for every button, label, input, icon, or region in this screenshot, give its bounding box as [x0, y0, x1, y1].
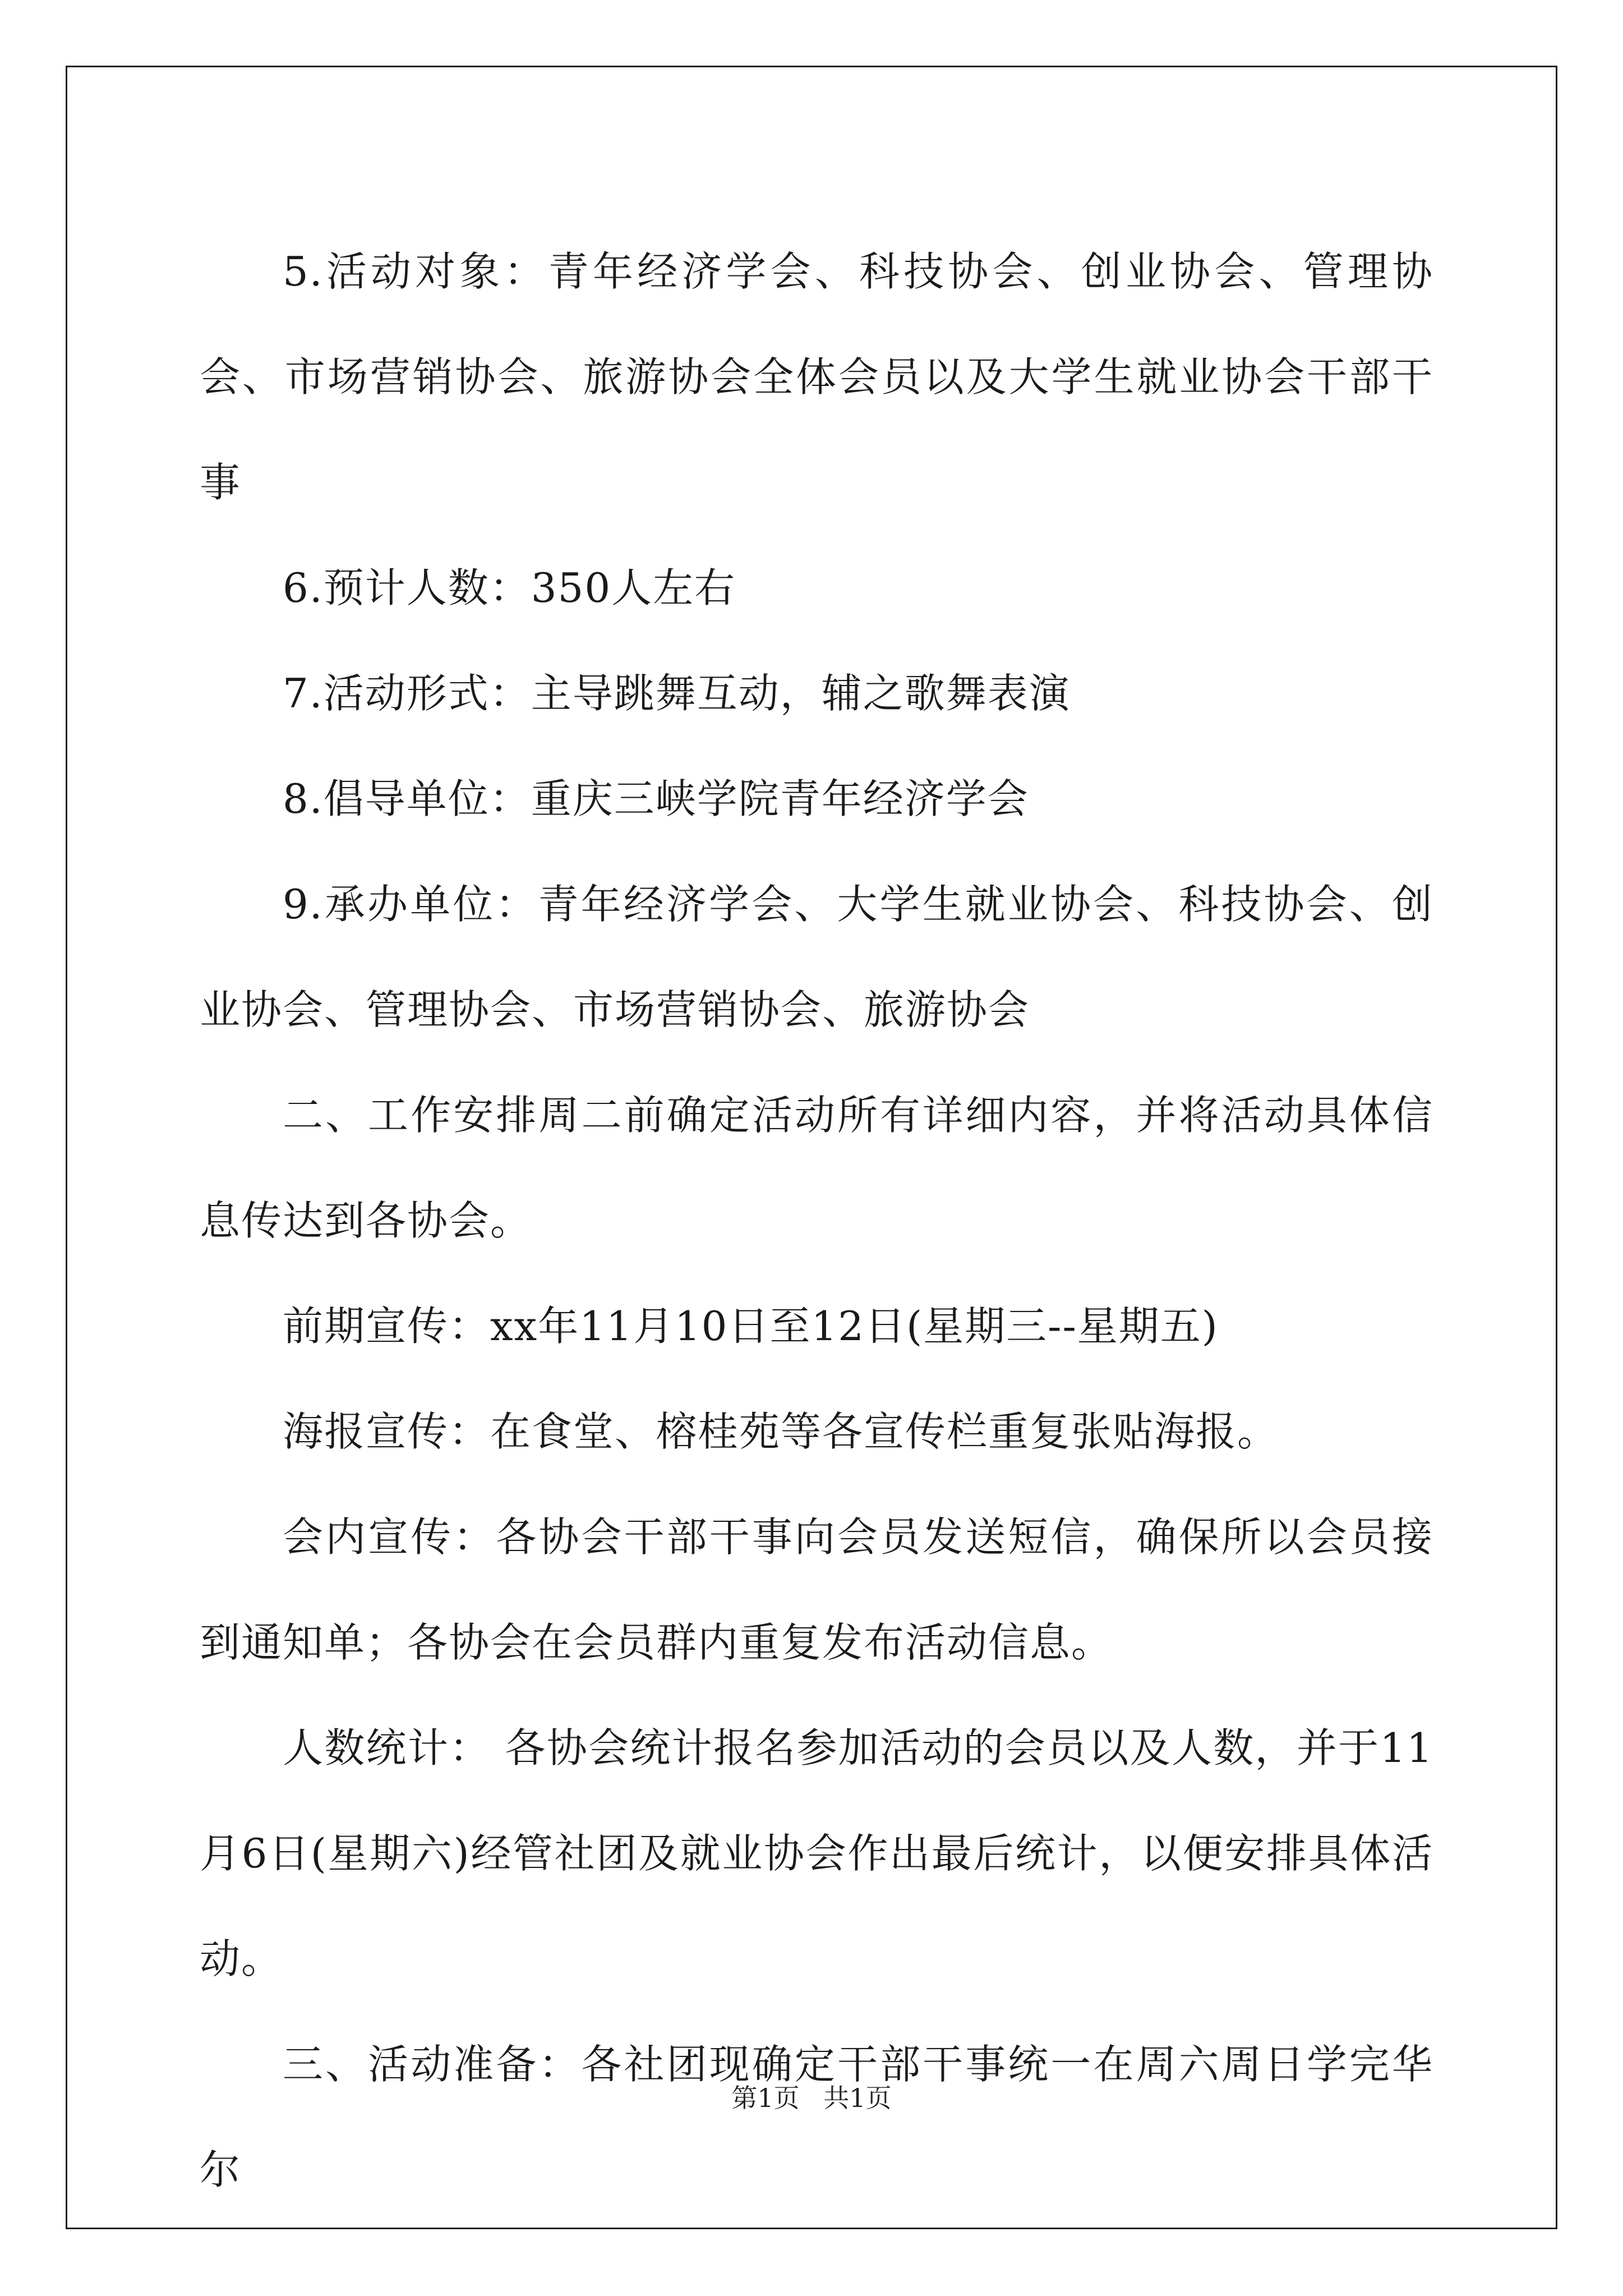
paragraph-initiating-unit: 8.倡导单位：重庆三峡学院青年经济学会 — [283, 775, 1029, 822]
document-body — [200, 219, 1433, 2223]
page-footer — [0, 2081, 1623, 2115]
paragraph-organizing-unit: 9.承办单位：青年经济学会、大学生就业协会、科技协会、创业协会、管理协会、市场营销协会、旅游协会 — [200, 881, 1433, 1033]
paragraph-work-arrangement: 二、工作安排周二前确定活动所有详细内容，并将活动具体信息传达到各协会。 — [200, 1092, 1433, 1244]
paragraph-internal-publicity: 会内宣传：各协会干部干事向会员发送短信，确保所以会员接到通知单；各协会在会员群内重复发布活动信息。 — [200, 1513, 1433, 1666]
paragraph-activity-target: 5.活动对象：青年经济学会、科技协会、创业协会、管理协会、市场营销协会、旅游协会全体会员以及大学生就业协会干部干事 — [200, 248, 1433, 506]
paragraph-headcount: 人数统计： 各协会统计报名参加活动的会员以及人数，并于11月6日(星期六)经管社团及就业协会作出最后统计，以便安排具体活动。 — [200, 1724, 1433, 1982]
paragraph-poster-publicity: 海报宣传：在食堂、榕桂苑等各宣传栏重复张贴海报。 — [283, 1408, 1279, 1455]
page-total: 共1页 — [823, 2083, 892, 2113]
paragraph-activity-form: 7.活动形式：主导跳舞互动，辅之歌舞表演 — [283, 670, 1071, 717]
paragraph-activity-preparation: 三、活动准备：各社团现确定干部干事统一在周六周日学完华尔 — [200, 2041, 1433, 2193]
paragraph-estimated-count: 6.预计人数：350人左右 — [283, 564, 736, 611]
page-number: 第1页 — [731, 2083, 800, 2113]
paragraph-early-publicity: 前期宣传：xx年11月10日至12日(星期三--星期五) — [283, 1303, 1219, 1350]
